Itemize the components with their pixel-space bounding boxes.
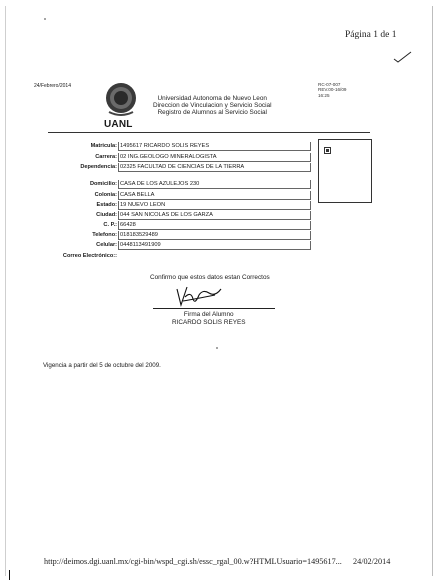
label-estado: Estado: bbox=[96, 202, 117, 208]
value-ciudad: 044 SAN NICOLAS DE LOS GARZA bbox=[118, 211, 311, 220]
label-cp: C. P.: bbox=[103, 222, 117, 228]
footer-url: http://deimos.dgi.uanl.mx/cgi-bin/wspd_cgi.sh/essc_rgal_00.w?HTMLUsuario=1495617... bbox=[44, 557, 342, 566]
value-matricula: 1495617 RICARDO SOLIS REYES bbox=[118, 142, 311, 151]
department-name: Direccion de Vinculacion y Servicio Social bbox=[153, 102, 272, 110]
label-domicilio: Domicilio: bbox=[89, 181, 117, 187]
label-carrera: Carrera: bbox=[95, 154, 117, 160]
text-cursor bbox=[9, 570, 10, 580]
signature bbox=[165, 283, 225, 309]
validity-text: Vigencia a partir del 5 de octubre del 2009. bbox=[43, 362, 161, 369]
photo-box bbox=[318, 139, 372, 203]
label-telefono: Telefono: bbox=[92, 232, 117, 238]
value-telefono: 018183529489 bbox=[118, 231, 311, 240]
value-estado: 19 NUEVO LEON bbox=[118, 201, 311, 210]
value-carrera: 02 ING.GEOLOGO MINERALOGISTA bbox=[118, 153, 311, 162]
page-number: Página 1 de 1 bbox=[345, 30, 397, 40]
registry-name: Registro de Alumnos al Servicio Social bbox=[157, 109, 267, 117]
label-dependencia: Dependencia: bbox=[80, 164, 117, 170]
photo-placeholder-icon bbox=[324, 147, 331, 154]
signature-name: RICARDO SOLIS REYES bbox=[172, 318, 246, 326]
university-heading bbox=[153, 95, 272, 117]
value-dependencia: 02325 FACULTAD DE CIENCIAS DE LA TIERRA bbox=[118, 163, 311, 172]
signature-caption bbox=[172, 311, 246, 326]
document-date: 24/Febrero/2014 bbox=[34, 83, 71, 89]
signature-line bbox=[153, 308, 275, 309]
label-celular: Celular: bbox=[96, 242, 117, 248]
checkmark-icon bbox=[393, 49, 413, 65]
label-ciudad: Ciudad: bbox=[96, 212, 117, 218]
header-divider bbox=[48, 132, 370, 133]
scan-speck bbox=[44, 18, 46, 20]
value-celular: 0448113491909 bbox=[118, 241, 311, 250]
value-colonia: CASA BELLA bbox=[118, 191, 311, 200]
label-correo: Correo Electrónico:: bbox=[62, 253, 117, 259]
value-cp: 66428 bbox=[118, 221, 311, 230]
code-line: 16:25 bbox=[318, 92, 330, 98]
label-colonia: Colonia: bbox=[94, 192, 117, 198]
confirmation-text: Confirmo que estos datos estan Correctos bbox=[150, 274, 270, 281]
code-line: RC-07-007 bbox=[318, 82, 341, 87]
label-matricula: Matricula: bbox=[90, 143, 117, 149]
document-code bbox=[318, 82, 346, 98]
footer-date: 24/02/2014 bbox=[353, 557, 391, 566]
university-logo bbox=[103, 82, 139, 124]
scan-speck bbox=[216, 347, 218, 349]
university-name: Universidad Autonoma de Nuevo Leon bbox=[157, 95, 267, 102]
code-line: REV.00-16/09 bbox=[318, 87, 347, 93]
logo-text: UANL bbox=[104, 119, 133, 130]
value-domicilio: CASA DE LOS AZULEJOS 230 bbox=[118, 180, 311, 189]
signature-label: Firma del Alumno bbox=[183, 311, 234, 318]
